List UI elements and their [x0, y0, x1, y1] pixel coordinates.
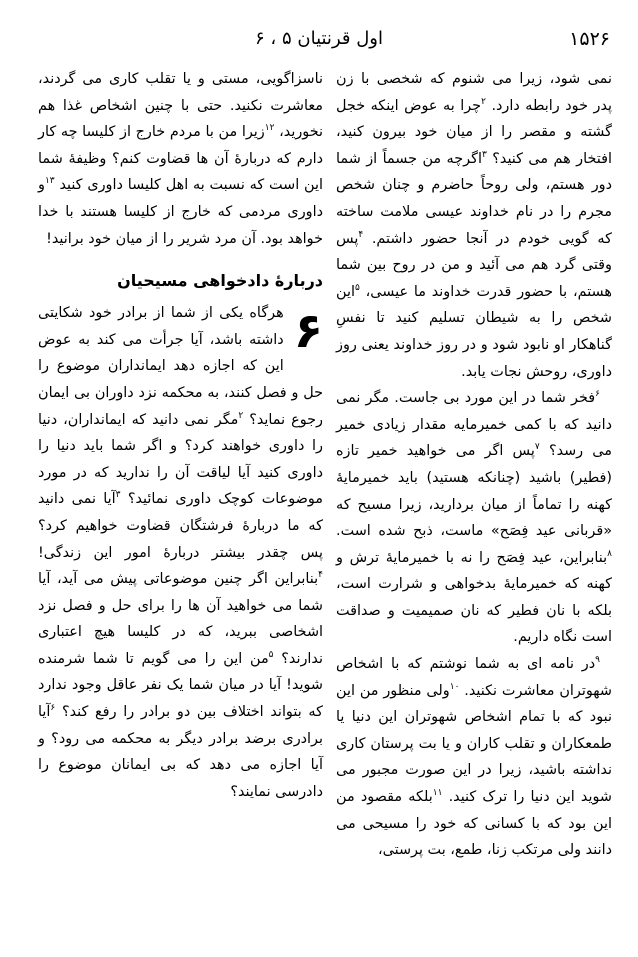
- paragraph: [336, 385, 612, 651]
- verse-number: ۳: [481, 149, 487, 160]
- verse-text: نمی شود، زیرا می شنوم که شخصی با زن پدر خود رابطه دارد.: [336, 71, 613, 114]
- verse-text: چرا به عوض اینکه خجل گشته و مقصر را از میان خود بیرون کنید، افتخار هم می کنید؟: [336, 97, 612, 167]
- paragraph: [336, 66, 612, 385]
- left-column: [38, 66, 323, 805]
- verse-text: پس وقتی گرد هم می آئید و من در روح بین شما هستم، با حضور قدرت خداوند ما عیسی،: [336, 230, 612, 300]
- verse-number: ۵: [268, 650, 274, 661]
- verse-number: ۴: [358, 229, 364, 240]
- page-header: [0, 28, 638, 58]
- verse-text: ناسزاگویی، مستی و یا تقلب کاری می گردند، معاشرت نکنید. حتی با چنین اشخاص غذا هم نخورید،: [38, 71, 324, 141]
- verse-number: ۸: [607, 548, 612, 559]
- verse-number: ۲: [238, 410, 244, 421]
- verse-text: بنابراین اگر چنین موضوعاتی پیش می آید، آیا شما می خواهید آن ها را برای حل و فصل نزد اشخاصی ببرید، که در کلیسا هیچ اعتباری ندارند؟: [38, 571, 323, 667]
- verse-number: ۴: [318, 570, 323, 581]
- verse-text: این شخص را به شیطان تسلیم کنید تا نفسِ گناهکار او نابود شود و در روز خداوند یعنی روز داوری، روحش نجات یابد.: [336, 283, 612, 380]
- right-column: [336, 66, 612, 864]
- page-number: ۱۵۲۶: [569, 28, 610, 50]
- verse-number: ۱۱: [432, 788, 443, 799]
- verse-number: ۱۲: [264, 123, 275, 134]
- verse-text: بلکه مقصود من این بود که با کسانی که خود را مسیحی می دانند ولی مرتکب زنا، طمع، بت پرستی،: [336, 789, 612, 859]
- verse-text: بنابراین، عید فِصَح را نه با خمیرمایهٔ ترش و کهنه که خمیرمایهٔ بدخواهی و شرارت است، بلکه با نان فطیر که نان صمیمیت و صداقت است نگاه داریم.: [336, 549, 612, 646]
- chapter-number: ۶: [293, 303, 323, 360]
- verse-text: ولی منظور من این نبود که با تمام اشخاص شهوتران این دنیا یا طمعکاران و تقلب کاران و یا بت پرستان کاری نداشته باشید، زیرا در این صورت مجبور می شوید این دنیا را ترک کنید.: [336, 682, 612, 806]
- verse-text: زیرا من با مردم خارج از کلیسا چه کار دارم که دربارهٔ آن ها قضاوت کنم؟ وظیفهٔ شما این است که نسبت به اهل کلیسا داوری کنید: [38, 124, 323, 194]
- verse-text: مگر نمی دانید که ایمانداران، دنیا را داوری خواهند کرد؟ و اگر شما باید دنیا را داوری کنید آیا لیاقت آن را ندارید که در مورد موضوعات کوچک داوری نمائید؟: [38, 411, 324, 508]
- verse-text: پس اگر می خواهید خمیر تازه (فطیر) باشید (چنانکه هستید) باید خمیرمایهٔ کهنه را تماماً از میان بردارید، زیرا مسیح که «قربانی عید فِصَح» ماست، ذبح شده است.: [336, 443, 612, 540]
- paragraph: [336, 651, 612, 864]
- section-heading: دربارهٔ دادخواهی مسیحیان: [117, 271, 323, 291]
- verse-number: ۹: [595, 655, 600, 666]
- verse-text: در نامه ای به شما نوشتم که با اشخاص شهوتران معاشرت نکنید.: [336, 656, 612, 699]
- verse-number: ۶: [50, 703, 56, 714]
- verse-text: اگرچه من جسماً از شما دور هستم، ولی روحاً حاضرم و چنان شخص مجرم را در نام خداوند عیسی ملامت ساخته که گویی خودم در آنجا حضور داشتم.: [336, 150, 612, 247]
- verse-text: آیا برادری برضد برادر دیگر به محکمه می رود؟ و آیا اجازه می دهد که بی ایمانان موضوع را دادرسی نمایند؟: [38, 704, 323, 800]
- verse-number: ۱۰: [449, 681, 460, 692]
- verse-number: ۳: [115, 490, 121, 501]
- verse-number: ۷: [534, 442, 540, 453]
- verse-number: ۱۳: [44, 176, 55, 187]
- verse-number: ۵: [354, 282, 360, 293]
- verse-text: و داوری مردمی که خارج از کلیسا هستند با خدا خواهد بود. آن مرد شریر را از میان خود برانید!: [38, 177, 323, 247]
- running-head: اول قرنتیان ۵ ، ۶: [255, 28, 383, 49]
- verse-text: من این را می گویم تا شما شرمنده شوید! آیا در میان شما یک نفر عاقل وجود ندارد که بتواند اختلاف بین دو برادر را رفع کند؟: [38, 650, 323, 721]
- verse-number: ۶: [595, 389, 600, 400]
- paragraph: [38, 300, 323, 805]
- verse-text: هرگاه یکی از شما از برادر خود شکایتی داشته باشد، آیا جرأت می کند به عوض این که اجازه دهد ایمانداران موضوع را حل و فصل کنند، به محکمه نزد داوران بی ایمان رجوع نماید؟: [38, 305, 323, 428]
- verse-number: ۲: [481, 96, 486, 107]
- verse-text: فخر شما در این مورد بی جاست. مگر نمی دانید که با کمی خمیرمایه مقدار زیادی خمیر می رسد؟: [336, 390, 613, 460]
- verse-text: آیا نمی دانید که ما دربارهٔ فرشتگان قضاوت خواهیم کرد؟ پس چقدر بیشتر دربارهٔ امور این زندگی!: [38, 491, 323, 561]
- paragraph: [38, 66, 323, 252]
